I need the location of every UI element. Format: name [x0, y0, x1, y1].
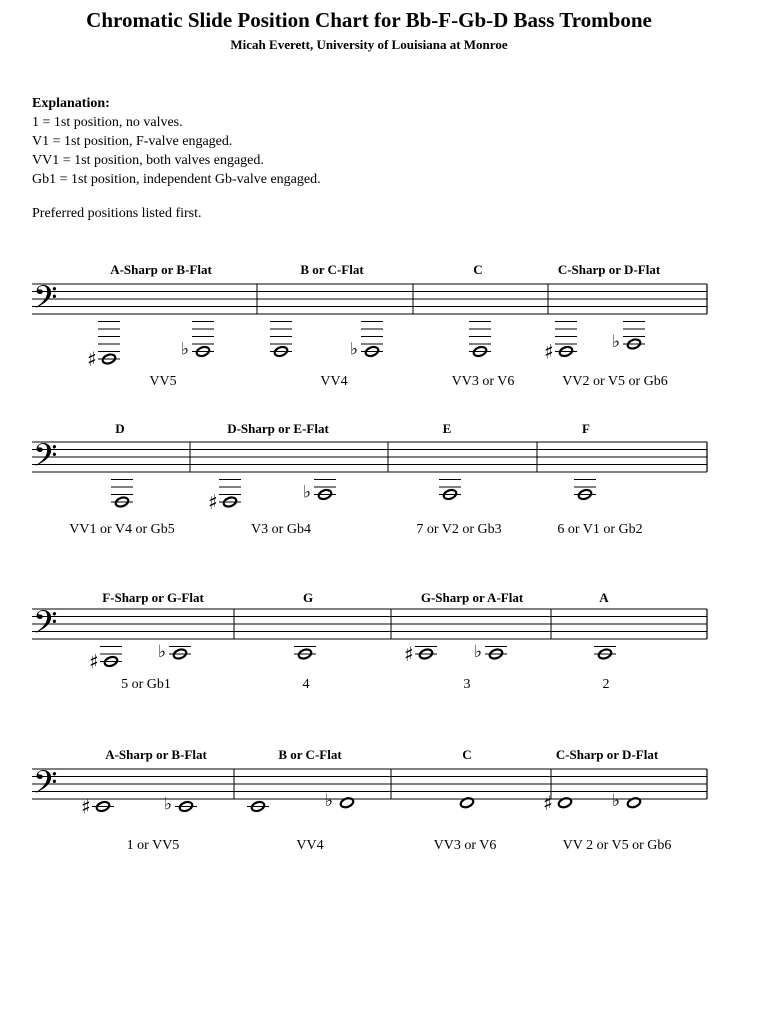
sharp-icon: ♯	[404, 642, 414, 666]
measure-note-name: E	[442, 421, 452, 436]
sharp-icon: ♯	[543, 790, 553, 815]
slide-positions: VV2 or V5 or Gb6	[562, 374, 668, 389]
slide-positions: 2	[602, 677, 610, 692]
measure-note-name: A	[599, 590, 609, 605]
whole-note	[339, 797, 354, 809]
measure-note-name: C	[462, 747, 472, 762]
measure-note-name: C-Sharp or D-Flat	[557, 262, 661, 277]
measure-note-name: C	[473, 262, 483, 277]
measure-note-name: A-Sharp or B-Flat	[105, 747, 207, 762]
sharp-icon: ♯	[81, 794, 91, 819]
author-line: Micah Everett, University of Louisiana at Monroe	[230, 37, 508, 52]
measure-note-name: G-Sharp or A-Flat	[420, 590, 524, 605]
flat-icon: ♭	[303, 482, 312, 503]
sharp-icon: ♯	[89, 649, 99, 674]
slide-positions: 4	[302, 677, 310, 692]
measure-note-name: F	[582, 421, 590, 436]
flat-icon: ♭	[474, 642, 483, 662]
slide-positions: VV1 or V4 or Gb5	[69, 522, 175, 537]
flat-icon: ♭	[158, 642, 167, 662]
page-title: Chromatic Slide Position Chart for Bb-F-Gb-D Bass Trombone	[86, 8, 652, 32]
explanation-line: Gb1 = 1st position, independent Gb-valve engaged.	[32, 172, 321, 187]
explanation-line: V1 = 1st position, F-valve engaged.	[32, 134, 233, 149]
sharp-icon: ♯	[208, 490, 218, 514]
whole-note	[459, 797, 474, 809]
slide-positions: V3 or Gb4	[251, 522, 311, 537]
flat-icon: ♭	[181, 339, 190, 360]
slide-positions: 7 or V2 or Gb3	[416, 522, 502, 537]
explanation-heading: Explanation:	[32, 96, 110, 111]
slide-positions: VV3 or V6	[433, 838, 497, 853]
slide-positions: VV4	[320, 374, 348, 389]
flat-icon: ♭	[612, 790, 621, 811]
flat-icon: ♭	[612, 332, 621, 352]
bass-clef-icon: 𝄢	[33, 437, 58, 481]
flat-icon: ♭	[164, 794, 173, 815]
slide-positions: 6 or V1 or Gb2	[557, 522, 643, 537]
measure-note-name: A-Sharp or B-Flat	[110, 262, 212, 277]
slide-positions: 1 or VV5	[126, 838, 180, 853]
explanation-line: 1 = 1st position, no valves.	[32, 115, 183, 130]
slide-positions: VV5	[149, 374, 177, 389]
measure-note-name: B or C-Flat	[300, 262, 364, 277]
measure-note-name: C-Sharp or D-Flat	[555, 747, 659, 762]
bass-clef-icon: 𝄢	[33, 764, 58, 808]
whole-note	[557, 797, 572, 809]
slide-positions: 3	[463, 677, 471, 692]
slide-positions: VV 2 or V5 or Gb6	[562, 838, 672, 853]
measure-note-name: G	[302, 590, 314, 605]
flat-icon: ♭	[325, 790, 334, 811]
slide-positions: 5 or Gb1	[121, 677, 171, 692]
measure-note-name: B or C-Flat	[278, 747, 342, 762]
measure-note-name: F-Sharp or G-Flat	[102, 590, 204, 605]
flat-icon: ♭	[350, 339, 359, 360]
sharp-icon: ♯	[87, 347, 97, 371]
bass-clef-icon: 𝄢	[33, 604, 58, 648]
whole-note	[626, 797, 641, 809]
explanation-line: VV1 = 1st position, both valves engaged.	[32, 153, 264, 168]
bass-clef-icon: 𝄢	[33, 279, 58, 323]
measure-note-name: D	[115, 421, 125, 436]
measure-note-name: D-Sharp or E-Flat	[227, 421, 329, 436]
sharp-icon: ♯	[544, 339, 554, 364]
slide-positions: VV4	[296, 838, 324, 853]
slide-positions: VV3 or V6	[451, 374, 515, 389]
preferred-note: Preferred positions listed first.	[32, 206, 202, 221]
